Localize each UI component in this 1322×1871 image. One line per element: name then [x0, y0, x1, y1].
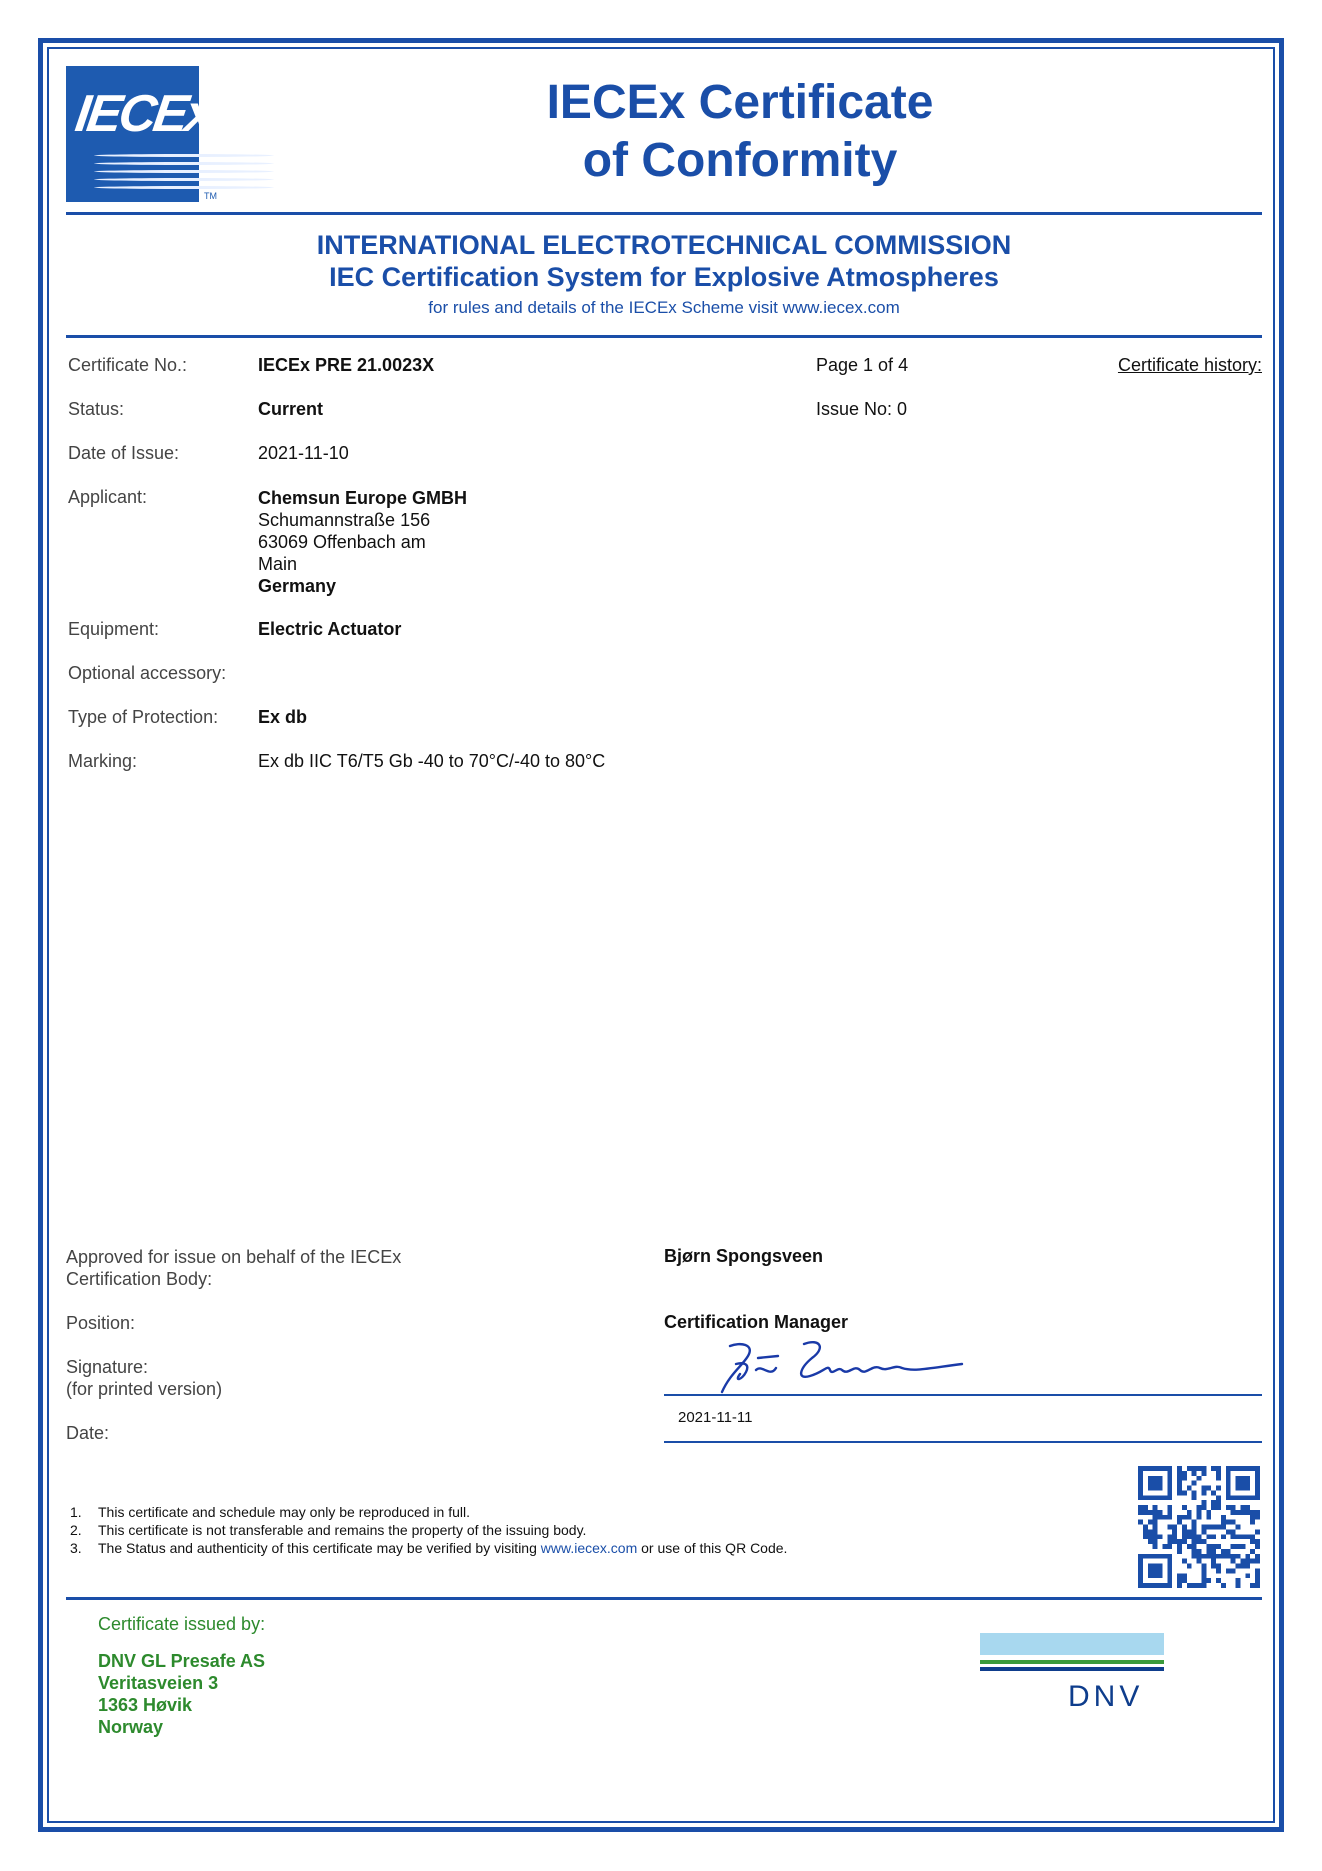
verify-link[interactable]: www.iecex.com	[540, 1540, 638, 1556]
qr-code-icon[interactable]	[1138, 1466, 1260, 1588]
signature-label	[66, 1356, 222, 1400]
approved-label-line-2: Certification Body:	[66, 1269, 213, 1289]
applicant-label: Applicant:	[68, 487, 148, 507]
type-of-protection-label: Type of Protection:	[68, 707, 219, 727]
equipment-label: Equipment:	[68, 619, 160, 639]
footer-divider	[66, 1597, 1262, 1600]
issuer-street: Veritasveien 3	[98, 1673, 219, 1693]
date-of-issue-value: 2021-11-10	[258, 443, 349, 463]
approved-label-line-1: Approved for issue on behalf of the IECEx	[66, 1247, 402, 1267]
signature-line	[664, 1394, 1262, 1396]
issuer-address	[98, 1650, 265, 1738]
scheme-link[interactable]: www.iecex.com	[782, 298, 900, 317]
logo-swoosh	[94, 186, 274, 189]
org-name: INTERNATIONAL ELECTROTECHNICAL COMMISSION	[316, 230, 1012, 260]
date-of-issue-label: Date of Issue:	[68, 443, 180, 463]
logo-swoosh	[94, 178, 274, 181]
note-item: 3. The Status and authenticity of this certificate may be verified by visiting www.iecex.com or use of this QR Code.	[70, 1540, 788, 1556]
date-label: Date:	[66, 1423, 110, 1443]
issued-by-label: Certificate issued by:	[98, 1614, 266, 1634]
note-item: 2. This certificate is not transferable and remains the property of the issuing body.	[70, 1522, 587, 1538]
logo-swoosh	[94, 162, 274, 165]
position-value: Certification Manager	[664, 1312, 849, 1332]
title-line-2: of Conformity	[582, 134, 898, 187]
applicant-name: Chemsun Europe GMBH	[258, 488, 468, 508]
type-of-protection-value: Ex db	[258, 707, 308, 727]
logo-swoosh	[94, 170, 274, 173]
certificate-history-link[interactable]: Certificate history:	[1117, 355, 1262, 375]
issue-number: Issue No: 0	[816, 399, 908, 419]
optional-accessory-label: Optional accessory:	[68, 663, 227, 683]
approver-name: Bjørn Spongsveen	[664, 1246, 824, 1266]
note-item: 1. This certificate and schedule may only be reproduced in full.	[70, 1504, 470, 1520]
dnv-logo-bar	[980, 1633, 1164, 1655]
dnv-logo-stripe-green	[980, 1660, 1164, 1664]
applicant-city-2: Main	[258, 554, 298, 574]
dnv-logo-stripe-blue	[980, 1667, 1164, 1671]
issuer-name: DNV GL Presafe AS	[98, 1651, 266, 1671]
section-divider	[66, 335, 1262, 338]
certificate-notes	[70, 1503, 787, 1557]
certificate-no-value: IECEx PRE 21.0023X	[258, 355, 435, 375]
signature-label-line-2: (for printed version)	[66, 1379, 223, 1399]
issuer-city: 1363 Høvik	[98, 1695, 193, 1715]
marking-value: Ex db IIC T6/T5 Gb -40 to 70°C/-40 to 80°C	[258, 751, 606, 771]
certificate-no-label: Certificate No.:	[68, 355, 188, 375]
applicant-city: 63069 Offenbach am	[258, 532, 426, 552]
scheme-text: for rules and details of the IECEx Scheme visit	[428, 298, 783, 317]
page-indicator: Page 1 of 4	[816, 355, 909, 375]
applicant-country: Germany	[258, 576, 337, 596]
header-divider	[66, 212, 1262, 215]
logo-swoosh	[94, 154, 274, 157]
status-value: Current	[258, 399, 324, 419]
logo-text: IECEx	[71, 85, 216, 143]
signature-label-line-1: Signature:	[66, 1357, 149, 1377]
applicant-address	[258, 487, 467, 597]
date-line	[664, 1441, 1262, 1443]
status-label: Status:	[68, 399, 125, 419]
equipment-value: Electric Actuator	[258, 619, 402, 639]
approved-for-issue-label	[66, 1246, 401, 1290]
position-label: Position:	[66, 1313, 136, 1333]
scheme-info	[66, 298, 1262, 318]
dnv-logo-text: DNV	[1068, 1680, 1144, 1713]
certificate-title	[440, 74, 1040, 190]
signature-date: 2021-11-11	[678, 1409, 753, 1426]
trademark-mark: TM	[204, 191, 217, 201]
issuer-country: Norway	[98, 1717, 164, 1737]
org-system-name: IEC Certification System for Explosive Atmospheres	[329, 262, 999, 292]
marking-label: Marking:	[68, 751, 138, 771]
applicant-street: Schumannstraße 156	[258, 510, 431, 530]
title-line-1: IECEx Certificate	[546, 76, 934, 129]
